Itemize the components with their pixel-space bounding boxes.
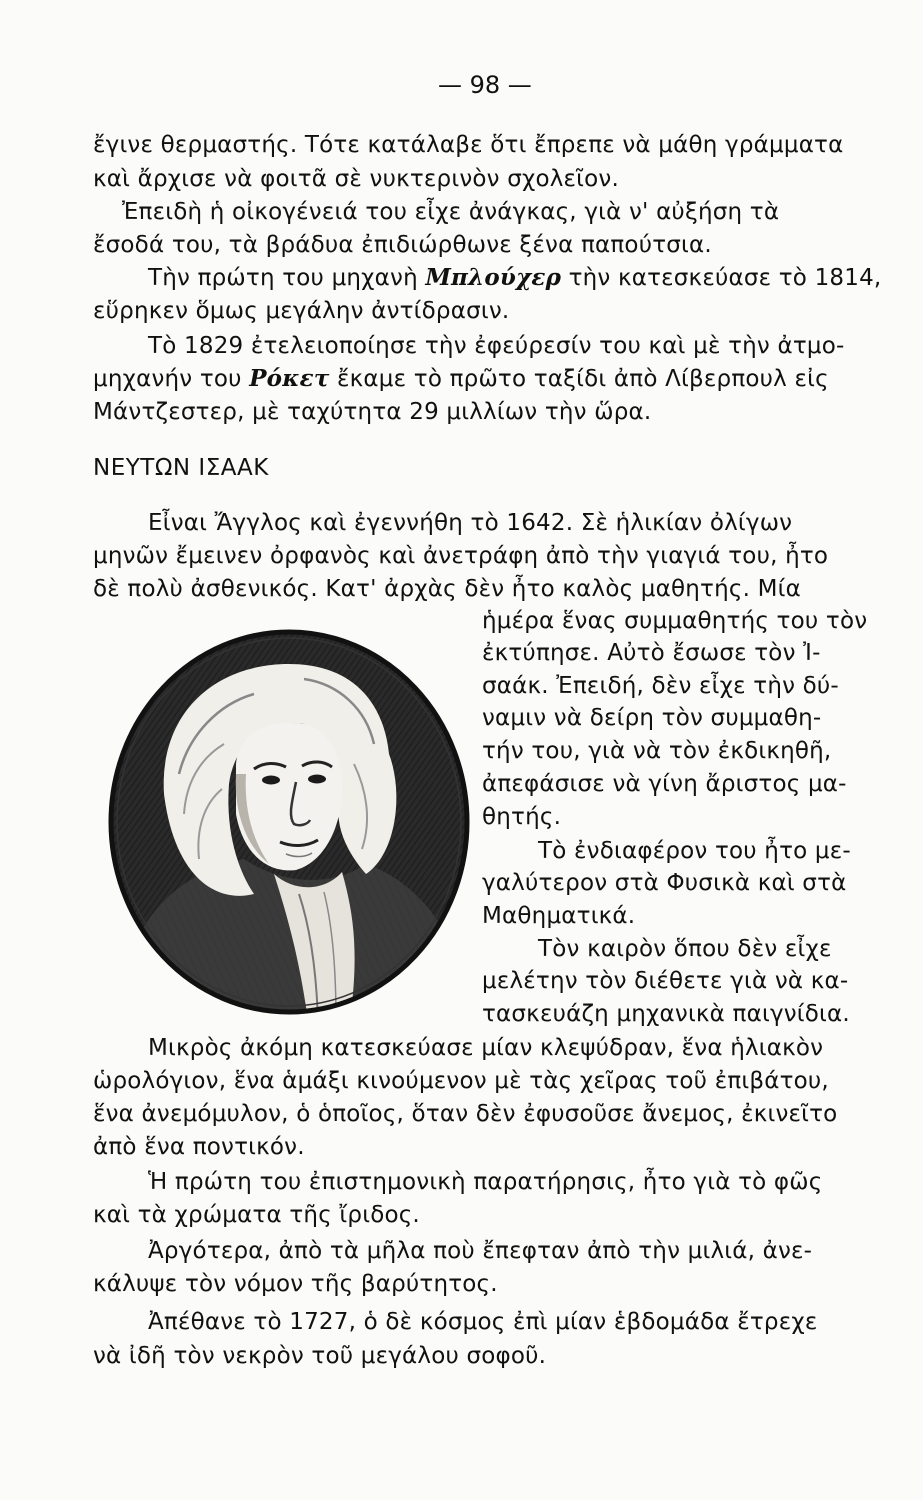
text-line: Τὸ 1829 ἐτελειοποίησε τὴν ἐφεύρεσίν του καὶ μὲ τὴν ἀτμο- (148, 333, 845, 359)
text-segment: Τὴν πρώτη του μηχανὴ (148, 265, 426, 291)
text-line: τασκευάζη μηχανικὰ παιγνίδια. (482, 1001, 850, 1027)
text-line: Ἡ πρώτη του ἐπιστημονικὴ παρατήρησις, ἦτο γιὰ τὸ φῶς (148, 1169, 823, 1195)
text-line: Ἐπειδὴ ἡ οἰκογένειά του εἶχε ἀνάγκας, γιὰ ν' αὐξήση τὰ (122, 199, 780, 225)
text-line: Ἀπέθανε τὸ 1727, ὁ δὲ κόσμος ἐπὶ μίαν ἑβδομάδα ἔτρεχε (148, 1309, 818, 1335)
text-line: Ἀργότερα, ἀπὸ τὰ μῆλα ποὺ ἔπεφταν ἀπὸ τὴν μιλιά, ἀνε- (148, 1238, 813, 1264)
text-line: σαάκ. Ἐπειδή, δὲν εἶχε τὴν δύ- (482, 673, 839, 699)
text-segment: μηχανήν του (93, 366, 250, 392)
text-line: νὰ ἰδῆ τὸν νεκρὸν τοῦ μεγάλου σοφοῦ. (93, 1343, 547, 1369)
text-line: ἐκτύπησε. Αὐτὸ ἔσωσε τὸν Ἰ- (482, 640, 821, 666)
text-line: Τὸ ἐνδιαφέρον του ἦτο με- (538, 838, 851, 864)
text-line: καὶ τὰ χρώματα τῆς ἴριδος. (93, 1202, 420, 1228)
text-line: Μάντζεστερ, μὲ ταχύτητα 29 μιλλίων τὴν ὥρα. (93, 399, 652, 425)
text-line: ἡμέρα ἕνας συμμαθητής του τὸν (482, 608, 868, 634)
text-line: ἀπὸ ἕνα ποντικόν. (93, 1134, 305, 1160)
text-line: μελέτην τὸν διέθετε γιὰ νὰ κα- (482, 968, 849, 994)
left-eye (262, 776, 280, 785)
text-line: θητής. (482, 804, 562, 830)
text-line: κάλυψε τὸν νόμον τῆς βαρύτητος. (93, 1271, 498, 1297)
text-segment: ἔκαμε τὸ πρῶτο ταξίδι ἀπὸ Λίβερπουλ εἰς (329, 366, 829, 392)
text-line: Τὸν καιρὸν ὅπου δὲν εἶχε (538, 936, 832, 962)
text-line: Εἶναι Ἄγγλος καὶ ἐγεννήθη τὸ 1642. Σὲ ἡλικίαν ὀλίγων (148, 510, 793, 536)
text-line: τήν του, γιὰ νὰ τὸν ἐκδικηθῆ, (482, 738, 832, 764)
text-line: Μαθηματικά. (482, 903, 636, 929)
text-line: ναμιν νὰ δείρη τὸν συμμαθη- (482, 705, 822, 731)
text-line: ἔγινε θερμαστής. Τότε κατάλαβε ὅτι ἔπρεπε νὰ μάθη γράμματα (93, 132, 844, 158)
text-line: Μικρὸς ἀκόμη κατεσκεύασε μίαν κλεψύδραν, ἕνα ἡλιακὸν (148, 1035, 824, 1061)
text-line: εὕρηκεν ὅμως μεγάλην ἀντίδρασιν. (93, 298, 510, 324)
text-line: ἕνα ἀνεμόμυλον, ὁ ὁποῖος, ὅταν δὲν ἐφυσοῦσε ἄνεμος, ἐκινεῖτο (93, 1101, 838, 1127)
locomotive-name-rocket: Ρόκετ (249, 365, 330, 392)
right-eye (308, 775, 326, 784)
text-line: δὲ πολὺ ἀσθενικός. Κατ' ἀρχὰς δὲν ἦτο καλὸς μαθητής. Μία (93, 576, 801, 602)
text-line: μηνῶν ἔμεινεν ὀρφανὸς καὶ ἀνετράφη ἀπὸ τὴν γιαγιά του, ἦτο (93, 543, 829, 569)
text-line: ἀπεφάσισε νὰ γίνη ἄριστος μα- (482, 771, 847, 797)
text-line: ἔσοδά του, τὰ βράδυα ἐπιδιώρθωνε ξένα παπούτσια. (93, 232, 712, 258)
locomotive-name-blucher: Μπλούχερ (425, 264, 562, 291)
text-line: ὡρολόγιον, ἕνα ἁμάξι κινούμενον μὲ τὰς χεῖρας τοῦ ἐπιβάτου, (93, 1068, 829, 1094)
newton-portrait (104, 624, 474, 1020)
text-segment: τὴν κατεσκεύασε τὸ 1814, (561, 265, 882, 291)
text-line: καὶ ἄρχισε νὰ φοιτᾶ σὲ νυκτερινὸν σχολεῖον. (93, 166, 619, 192)
section-heading: ΝΕΥΤΩΝ ΙΣΑΑΚ (93, 455, 269, 481)
text-line: γαλύτερον στὰ Φυσικὰ καὶ στὰ (482, 870, 847, 896)
text-line (93, 364, 829, 394)
page-number: — 98 — (438, 71, 532, 99)
text-line (148, 263, 881, 293)
